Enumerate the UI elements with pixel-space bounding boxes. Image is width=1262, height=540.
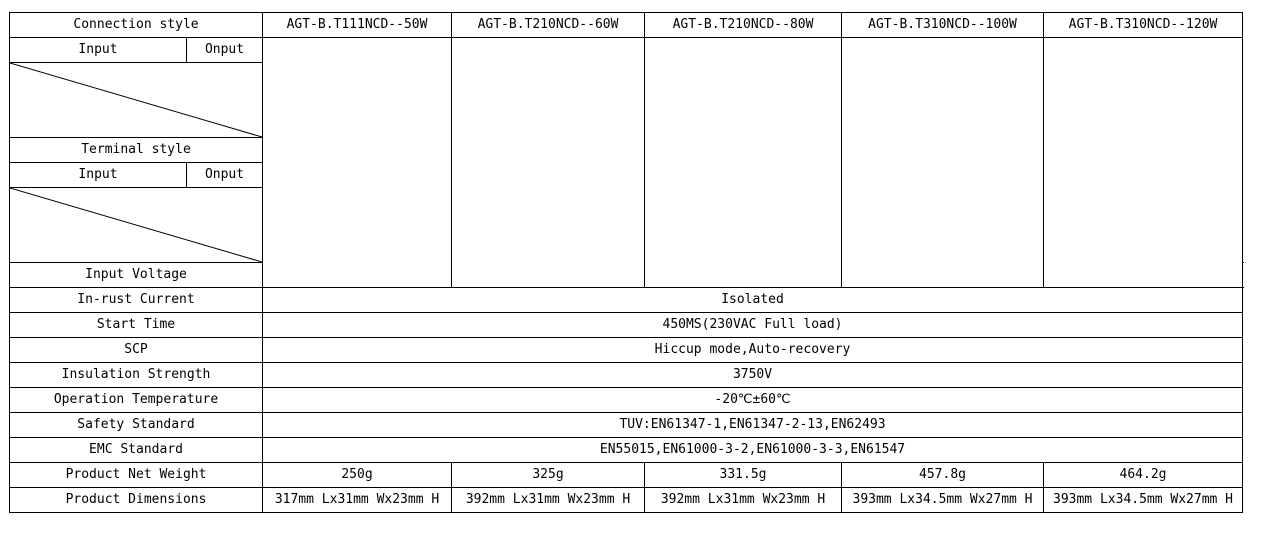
model-image-cell [1044, 38, 1243, 288]
spec-label: Start Time [10, 313, 263, 338]
header-row [10, 13, 1243, 38]
spec-label: SCP [10, 338, 263, 363]
spec-row [10, 288, 1243, 313]
weight-label: Product Net Weight [10, 463, 263, 488]
model-header: AGT-B.T111NCD--50W [263, 13, 452, 38]
spec-row [10, 363, 1243, 388]
terminal-style-title: Terminal style [10, 138, 263, 163]
spec-row [10, 438, 1243, 463]
weight-value: 331.5g [645, 463, 842, 488]
spec-label: Operation Temperature [10, 388, 263, 413]
model-image-cell [452, 38, 645, 288]
model-image-cell [263, 38, 452, 288]
spec-value: Hiccup mode,Auto-recovery [263, 338, 1243, 363]
terminal-output-label: Onput [187, 163, 263, 188]
dimensions-row [10, 488, 1243, 513]
dimensions-label: Product Dimensions [10, 488, 263, 513]
weight-value: 325g [452, 463, 645, 488]
weight-value: 457.8g [842, 463, 1044, 488]
spec-value: Isolated [263, 288, 1243, 313]
spec-value: TUV:EN61347-1,EN61347-2-13,EN62493 [263, 413, 1243, 438]
dimensions-value: 392mm Lx31mm Wx23mm H [452, 488, 645, 513]
dimensions-value: 393mm Lx34.5mm Wx27mm H [1044, 488, 1243, 513]
connection-output-label: Onput [187, 38, 263, 63]
connection-io-row [10, 38, 1243, 63]
spec-label: In-rust Current [10, 288, 263, 313]
spec-value: -20℃±60℃ [263, 388, 1243, 413]
terminal-diagonal-cell [10, 188, 263, 263]
spec-label: Safety Standard [10, 413, 263, 438]
model-header: AGT-B.T210NCD--80W [645, 13, 842, 38]
weight-value: 250g [263, 463, 452, 488]
spec-value: 3750V [263, 363, 1243, 388]
connection-input-label: Input [10, 38, 187, 63]
spec-label: Insulation Strength [10, 363, 263, 388]
spec-label: Input Voltage [10, 263, 263, 288]
spec-value: 450MS(230VAC Full load) [263, 313, 1243, 338]
spec-row [10, 413, 1243, 438]
model-image-cell [645, 38, 842, 288]
model-header: AGT-B.T210NCD--60W [452, 13, 645, 38]
terminal-input-label: Input [10, 163, 187, 188]
dimensions-value: 393mm Lx34.5mm Wx27mm H [842, 488, 1044, 513]
weight-value: 464.2g [1044, 463, 1243, 488]
spec-value: EN55015,EN61000-3-2,EN61000-3-3,EN61547 [263, 438, 1243, 463]
model-header: AGT-B.T310NCD--100W [842, 13, 1044, 38]
spec-table [9, 12, 1243, 513]
connection-diagonal-cell [10, 63, 263, 138]
connection-style-header: Connection style [10, 13, 263, 38]
diagonal-line [10, 188, 262, 262]
weight-row [10, 463, 1243, 488]
spec-label: EMC Standard [10, 438, 263, 463]
spec-row [10, 388, 1243, 413]
dimensions-value: 392mm Lx31mm Wx23mm H [645, 488, 842, 513]
diagonal-line [10, 63, 262, 137]
model-header: AGT-B.T310NCD--120W [1044, 13, 1243, 38]
model-image-cell [842, 38, 1044, 288]
dimensions-value: 317mm Lx31mm Wx23mm H [263, 488, 452, 513]
spec-row [10, 338, 1243, 363]
spec-row [10, 313, 1243, 338]
